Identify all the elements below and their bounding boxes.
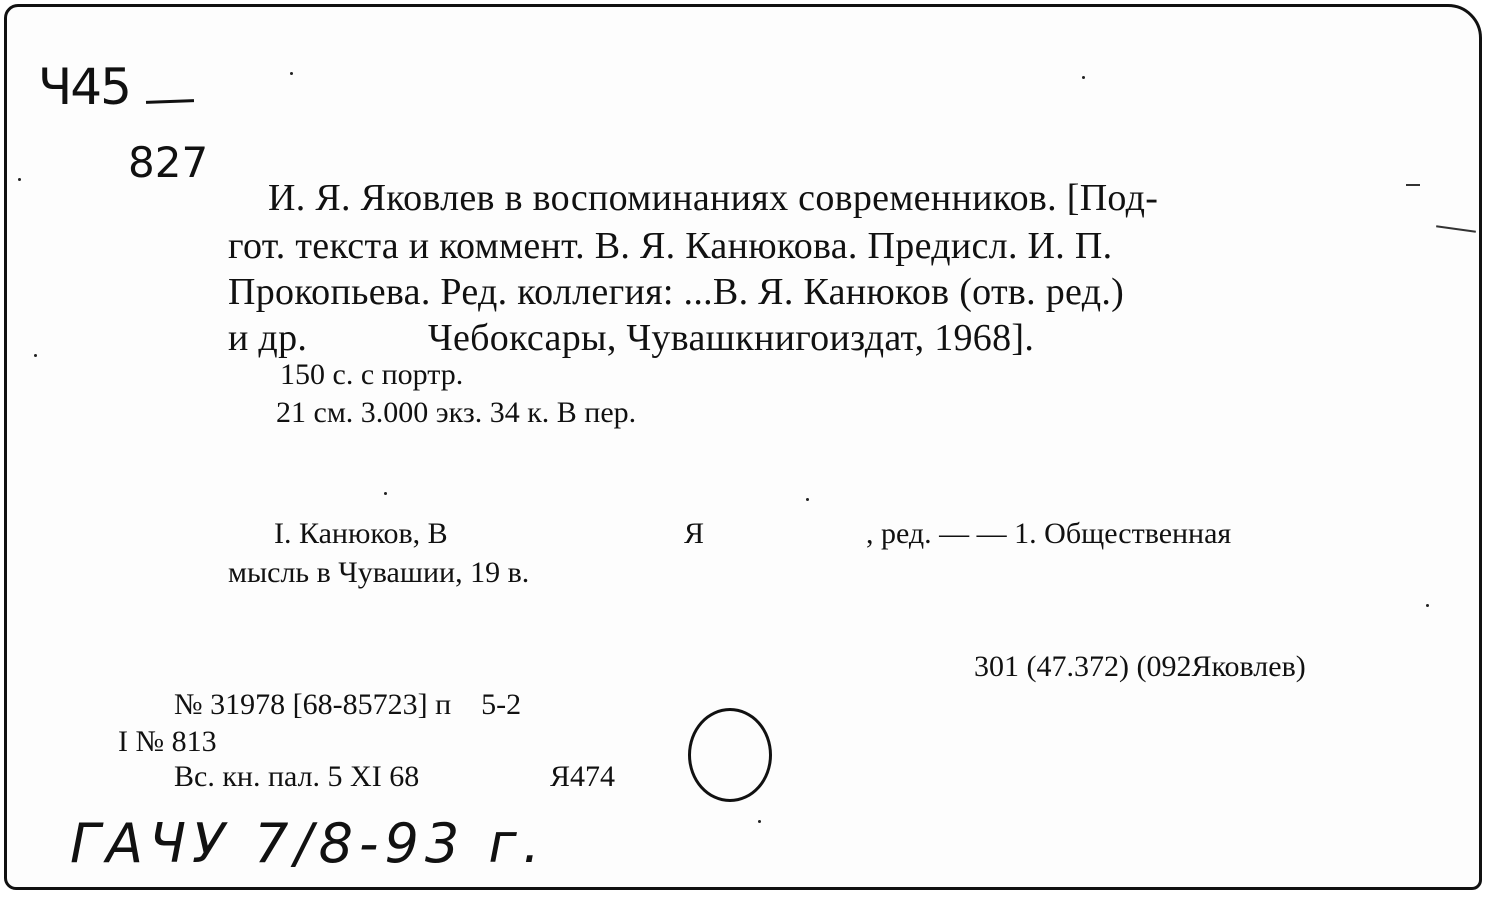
subject-heading-c: , ред. — — 1. Общественная [866,517,1232,550]
subject-heading-a: I. Канюков, В [274,517,448,550]
entry-line-2: гот. текста и коммент. В. Я. Канюкова. Предисл. И. П. [228,225,1113,267]
subject-heading-d: мысль в Чувашии, 19 в. [228,556,530,589]
entry-line-4-b: Чебоксары, Чувашкнигоиздат, 1968]. [428,317,1035,359]
speck [384,492,387,495]
speck [1426,604,1429,607]
registry-line-3-b: Я474 [550,760,616,793]
registry-line-3-a: Вс. кн. пал. 5 XI 68 [174,760,420,793]
entry-line-1: И. Я. Яковлев в воспоминаниях современников. [Под- [268,177,1159,219]
registry-line-1: № 31978 [68-85723] п 5-2 [174,688,522,721]
archive-mark: ГАЧУ 7/8-93 г. [70,812,546,875]
shelf-mark-top: Ч45 [38,58,130,116]
circle-mark [688,708,772,802]
entry-size-price: 21 см. 3.000 экз. 34 к. В пер. [276,396,637,429]
entry-line-3: Прокопьева. Ред. коллегия: ...В. Я. Канюков (отв. ред.) [228,271,1125,313]
dash-mark [1406,184,1420,186]
speck [290,72,293,75]
entry-pages: 150 с. с портр. [280,358,464,391]
speck [806,498,809,501]
speck [758,820,761,823]
classification-code: 301 (47.372) (092Яковлев) [974,650,1306,683]
shelf-mark-bottom: 827 [128,138,209,187]
speck [18,178,21,181]
speck [34,354,37,357]
speck [1082,76,1085,79]
entry-line-4-a: и др. [228,317,308,359]
subject-heading-b: Я [684,517,705,550]
registry-line-2: I № 813 [118,725,217,758]
